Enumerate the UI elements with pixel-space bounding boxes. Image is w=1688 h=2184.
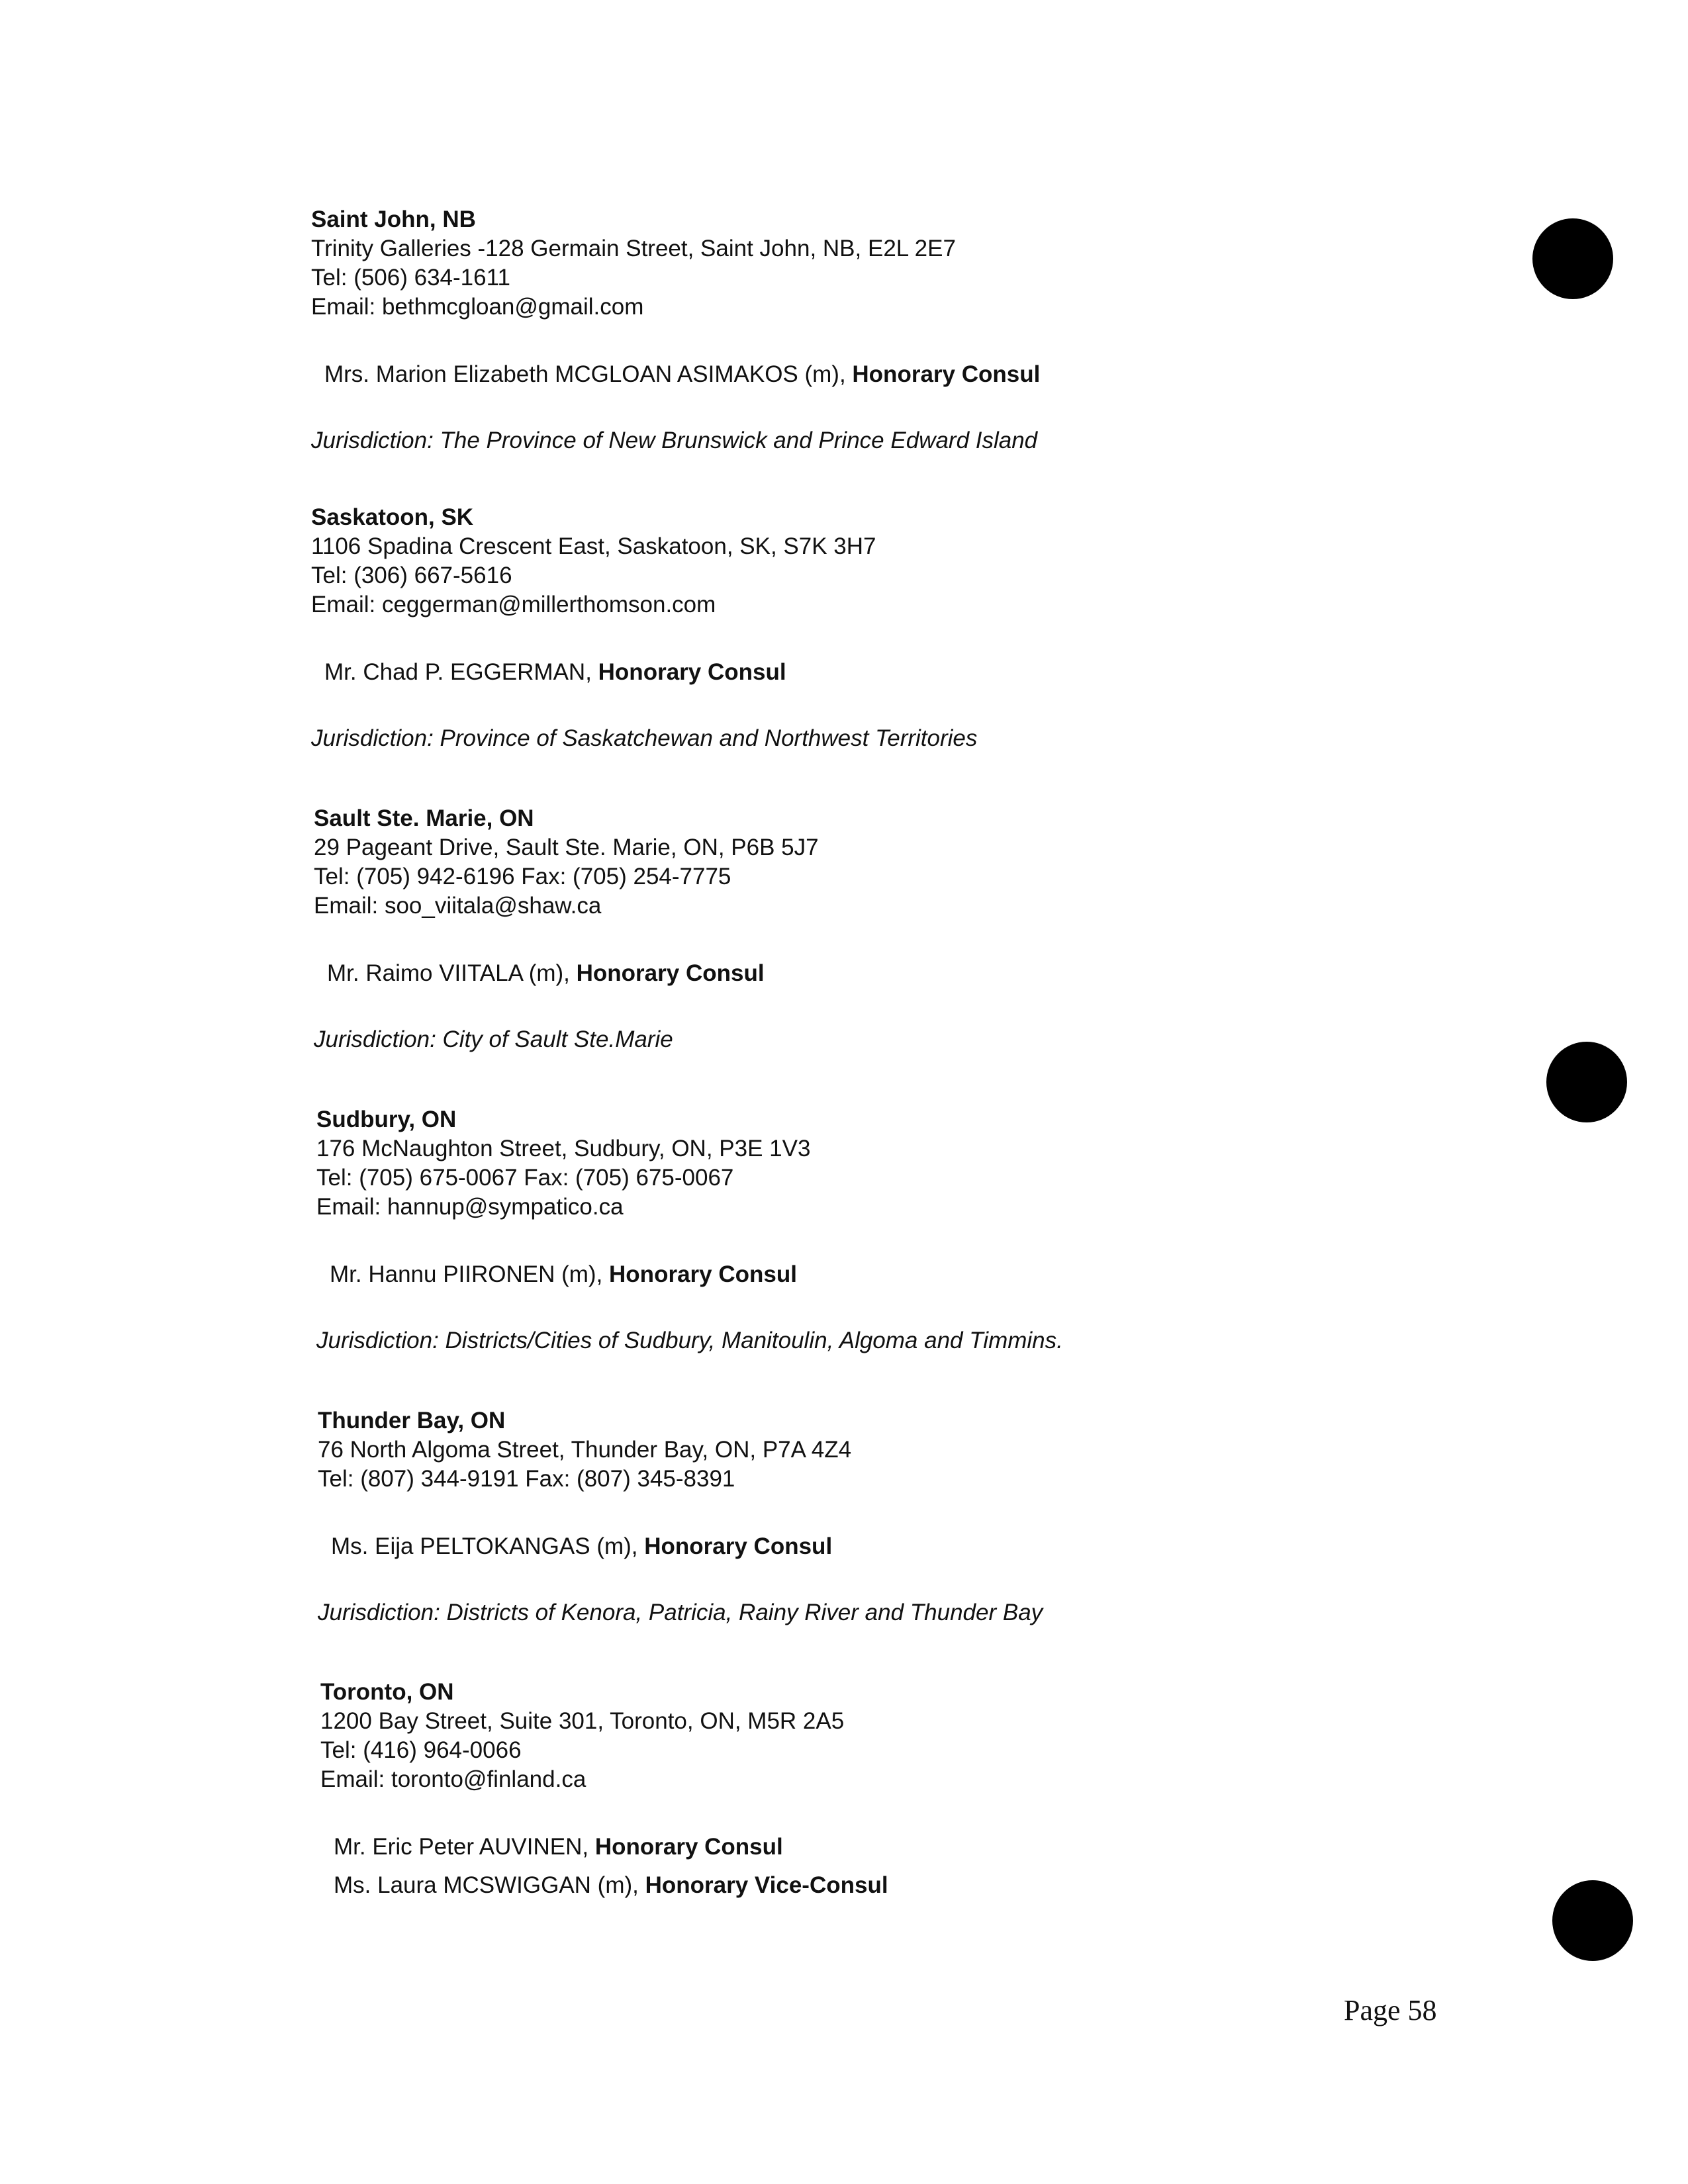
punch-hole bbox=[1532, 218, 1613, 299]
consul-title: Honorary Vice-Consul bbox=[645, 1872, 888, 1898]
consul-name: Ms. Laura MCSWIGGAN (m), bbox=[334, 1872, 639, 1898]
address-line: 29 Pageant Drive, Sault Ste. Marie, ON, P6B 5J7 bbox=[314, 835, 819, 860]
consul-title: Honorary Consul bbox=[594, 1834, 783, 1860]
city-heading: Saskatoon, SK bbox=[311, 504, 474, 530]
address-line: Trinity Galleries -128 Germain Street, Saint John, NB, E2L 2E7 bbox=[311, 236, 956, 261]
consul-title: Honorary Consul bbox=[576, 960, 765, 986]
consul-line bbox=[327, 959, 1571, 988]
email-line: Email: toronto@finland.ca bbox=[320, 1766, 586, 1792]
phone-line: Tel: (705) 675-0067 Fax: (705) 675-0067 bbox=[316, 1165, 734, 1191]
consul-title: Honorary Consul bbox=[609, 1261, 797, 1287]
phone-line: Tel: (306) 667-5616 bbox=[311, 563, 512, 588]
consul-name: Mr. Raimo VIITALA (m), bbox=[327, 960, 570, 986]
address-line: 76 North Algoma Street, Thunder Bay, ON, P7A 4Z4 bbox=[318, 1437, 852, 1463]
consul-name: Mr. Hannu PIIRONEN (m), bbox=[330, 1261, 603, 1287]
address-line: 176 McNaughton Street, Sudbury, ON, P3E 1V3 bbox=[316, 1136, 811, 1161]
jurisdiction-line: Jurisdiction: City of Sault Ste.Marie bbox=[314, 1026, 673, 1052]
consul-line bbox=[334, 1833, 1578, 1862]
punch-hole bbox=[1546, 1042, 1627, 1122]
phone-line: Tel: (705) 942-6196 Fax: (705) 254-7775 bbox=[314, 864, 731, 889]
consul-name: Mrs. Marion Elizabeth MCGLOAN ASIMAKOS (m), bbox=[324, 361, 846, 387]
jurisdiction-line: Jurisdiction: Districts/Cities of Sudbury, Manitoulin, Algoma and Timmins. bbox=[316, 1328, 1063, 1353]
city-heading: Sault Ste. Marie, ON bbox=[314, 805, 534, 831]
consul-title: Honorary Consul bbox=[598, 659, 786, 685]
consulate-entry bbox=[318, 1406, 1575, 1627]
city-heading: Thunder Bay, ON bbox=[318, 1408, 506, 1433]
city-heading: Sudbury, ON bbox=[316, 1107, 457, 1132]
consulate-entry bbox=[311, 503, 1569, 753]
phone-line: Tel: (416) 964-0066 bbox=[320, 1737, 522, 1763]
email-line: Email: soo_viitala@shaw.ca bbox=[314, 893, 602, 919]
email-line: Email: ceggerman@millerthomson.com bbox=[311, 592, 716, 617]
phone-line: Tel: (506) 634-1611 bbox=[311, 265, 510, 291]
address-line: 1106 Spadina Crescent East, Saskatoon, SK, S7K 3H7 bbox=[311, 533, 876, 559]
punch-hole bbox=[1552, 1880, 1633, 1961]
consulate-entry bbox=[316, 1105, 1574, 1355]
consul-name: Ms. Eija PELTOKANGAS (m), bbox=[331, 1533, 638, 1559]
consul-line bbox=[324, 360, 1569, 389]
jurisdiction-line: Jurisdiction: Province of Saskatchewan and Northwest Territories bbox=[311, 725, 978, 751]
consul-line bbox=[330, 1260, 1574, 1289]
jurisdiction-line: Jurisdiction: The Province of New Brunswick and Prince Edward Island bbox=[311, 428, 1038, 453]
consul-title: Honorary Consul bbox=[644, 1533, 833, 1559]
phone-line: Tel: (807) 344-9191 Fax: (807) 345-8391 bbox=[318, 1466, 735, 1492]
city-heading: Toronto, ON bbox=[320, 1679, 454, 1705]
page-number: Page 58 bbox=[1344, 1994, 1437, 2026]
consul-line bbox=[324, 658, 1569, 687]
email-line: Email: bethmcgloan@gmail.com bbox=[311, 294, 644, 320]
consulate-entry bbox=[320, 1678, 1578, 1900]
consul-name: Mr. Chad P. EGGERMAN, bbox=[324, 659, 592, 685]
address-line: 1200 Bay Street, Suite 301, Toronto, ON, M5R 2A5 bbox=[320, 1708, 845, 1734]
city-heading: Saint John, NB bbox=[311, 206, 476, 232]
consul-line bbox=[331, 1532, 1575, 1561]
consul-title: Honorary Consul bbox=[852, 361, 1041, 387]
consulate-entry bbox=[314, 804, 1571, 1054]
consulate-entry bbox=[311, 205, 1569, 455]
jurisdiction-line: Jurisdiction: Districts of Kenora, Patricia, Rainy River and Thunder Bay bbox=[318, 1600, 1043, 1625]
consul-line bbox=[334, 1871, 1578, 1900]
consul-name: Mr. Eric Peter AUVINEN, bbox=[334, 1834, 589, 1860]
email-line: Email: hannup@sympatico.ca bbox=[316, 1194, 624, 1220]
